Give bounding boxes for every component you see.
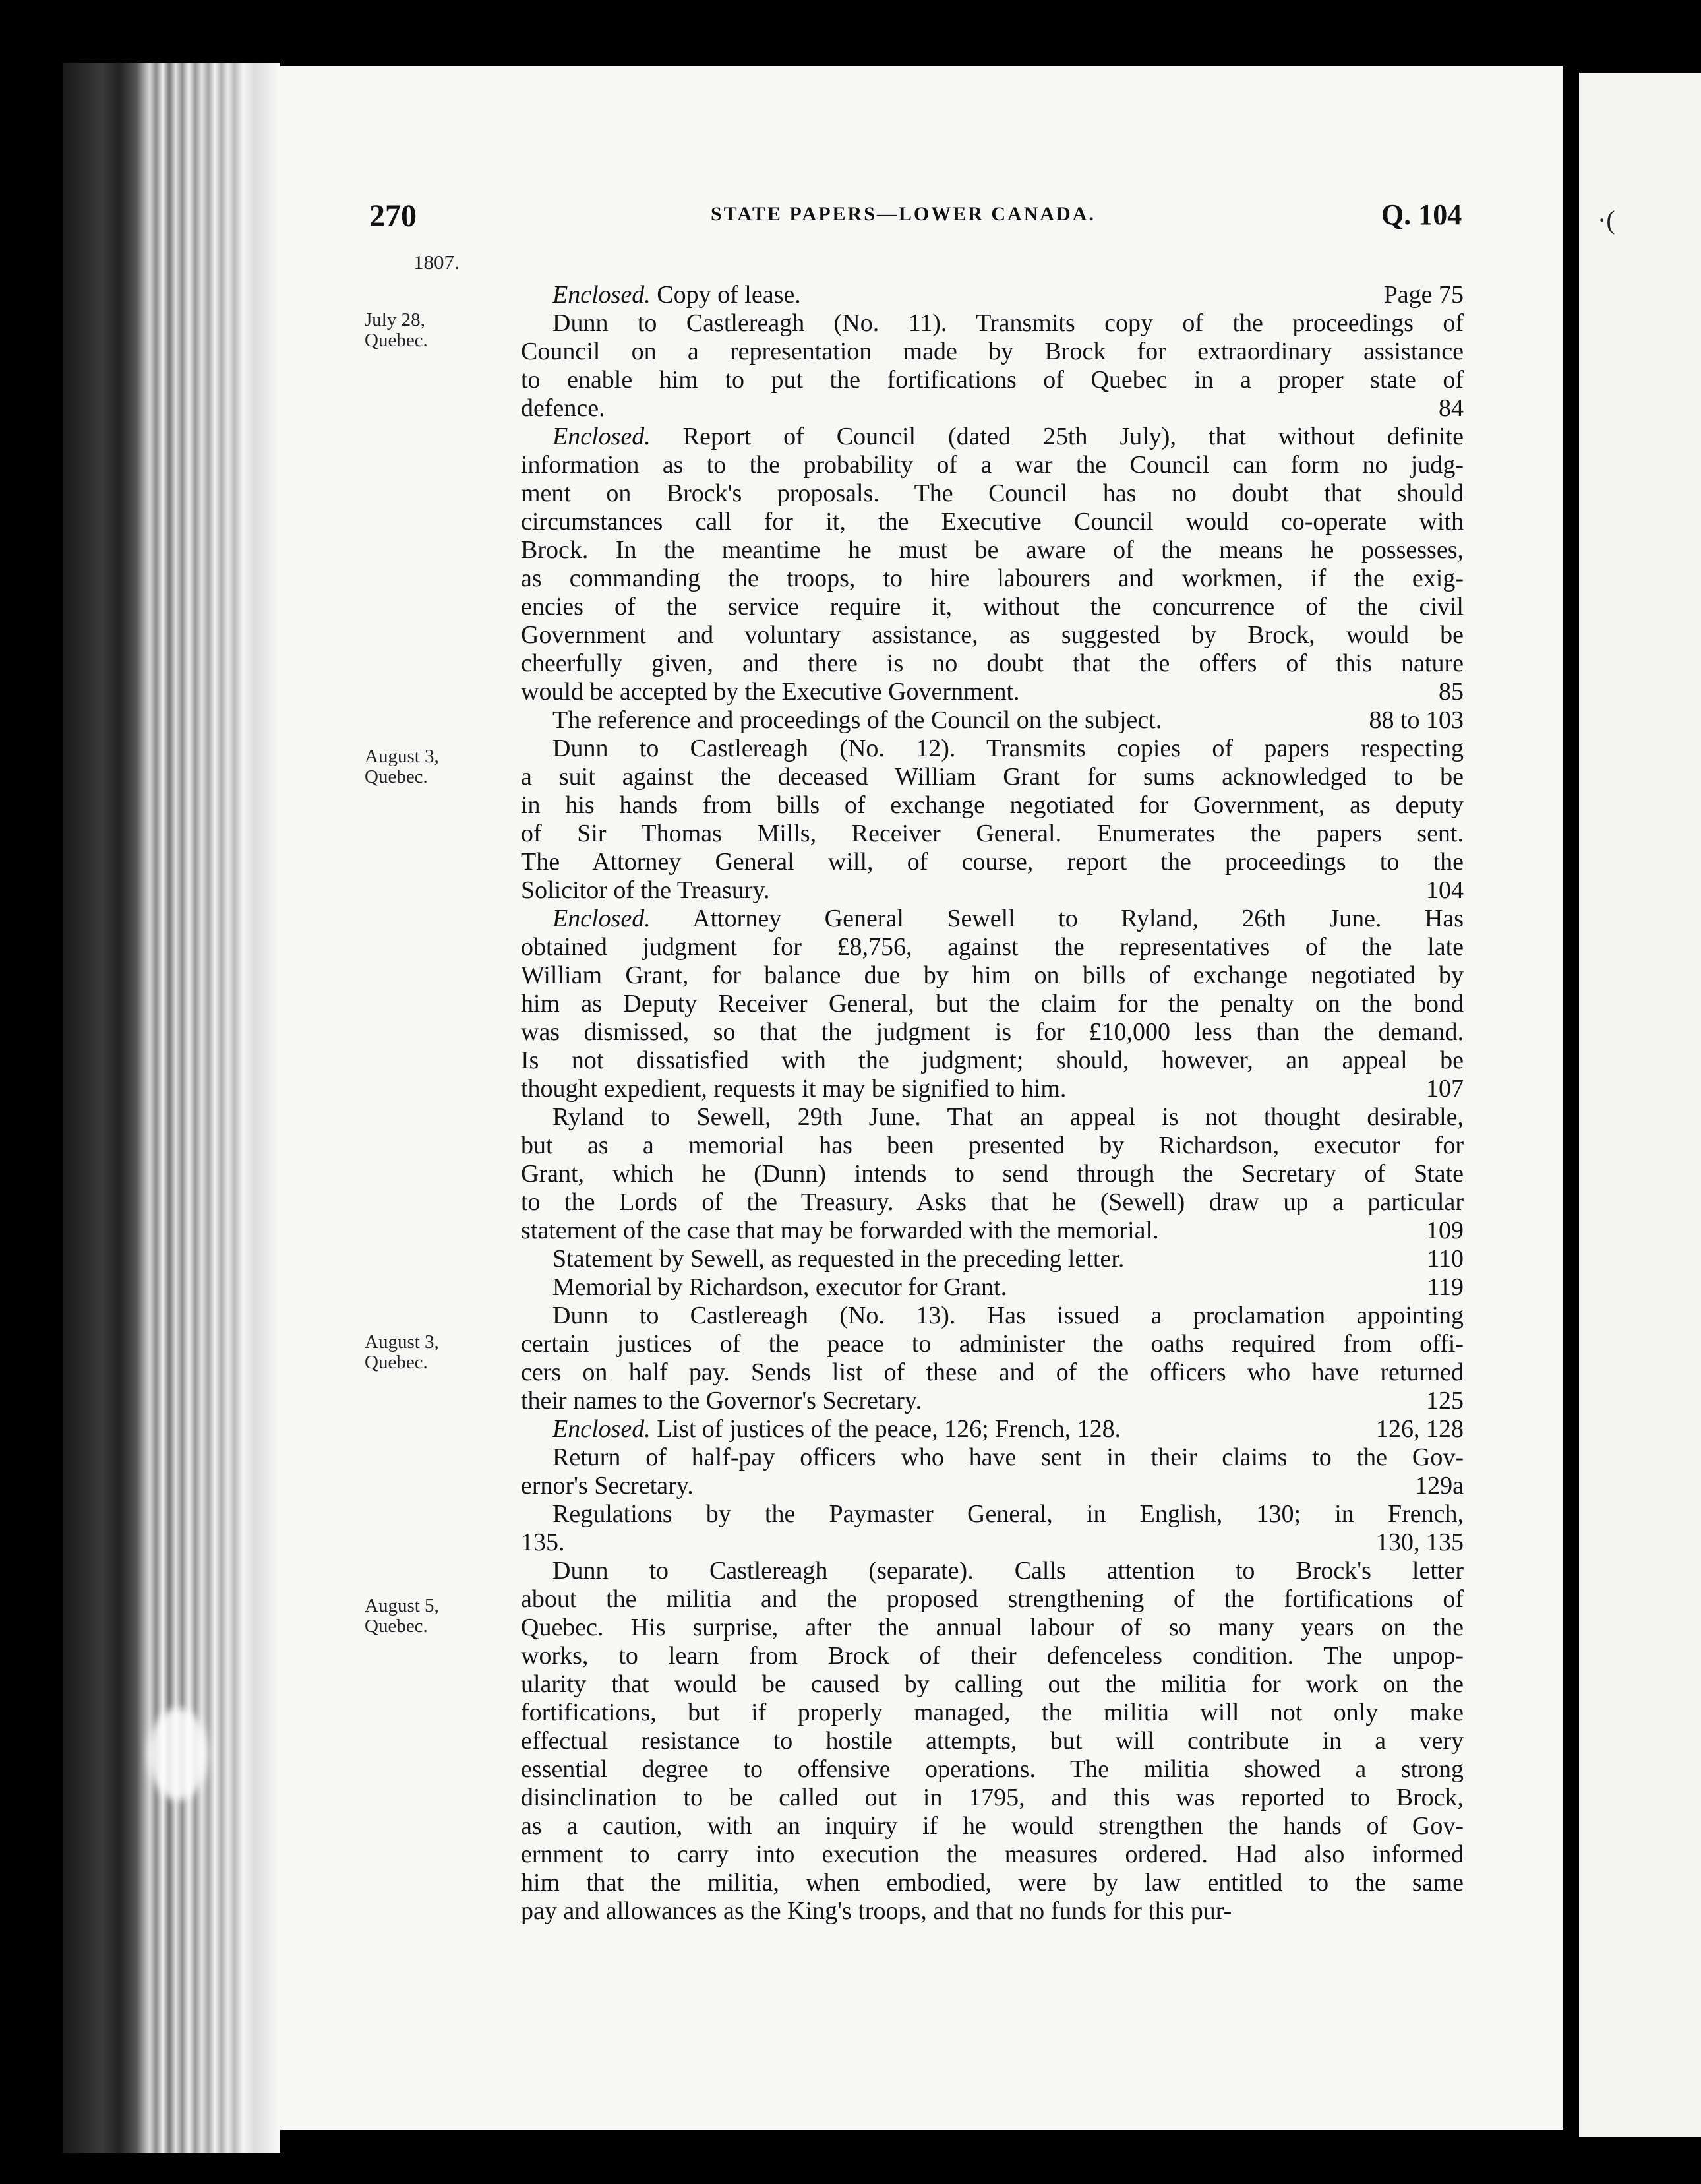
page-reference: 130, 135 <box>1376 1529 1464 1556</box>
page-reference: 119 <box>1427 1273 1464 1301</box>
margin-date: August 3, <box>365 1331 439 1352</box>
margin-date: August 5, <box>365 1595 439 1616</box>
line-text: Dunn to Castlereagh (No. 12). Transmits copies of papers respecting <box>552 735 1464 762</box>
page-reference: Page 75 <box>1383 281 1464 309</box>
text-line <box>521 423 1464 451</box>
text-line <box>521 933 1464 961</box>
text-line <box>521 1273 1464 1302</box>
line-text: as commanding the troops, to hire labourers and workmen, if the exig- <box>521 564 1464 592</box>
line-text: to the Lords of the Treasury. Asks that he (Sewell) draw up a particular <box>521 1188 1464 1216</box>
enclosed-label: Enclosed. <box>552 1415 651 1443</box>
book-page-edges <box>63 63 280 2153</box>
line-text: works, to learn from Brock of their defenceless condition. The unpop- <box>521 1642 1464 1670</box>
text-line <box>521 1217 1464 1245</box>
margin-place: Quebec. <box>365 766 428 787</box>
margin-date: August 3, <box>365 746 439 767</box>
line-text: defence. <box>521 394 605 422</box>
page-reference: 84 <box>1439 394 1464 422</box>
text-line <box>521 961 1464 990</box>
year-label: 1807. <box>413 251 460 274</box>
margin-place: Quebec. <box>365 330 428 351</box>
text-line <box>521 1132 1464 1160</box>
text-line <box>521 508 1464 536</box>
line-text: ularity that would be caused by calling out the militia for work on the <box>521 1670 1464 1698</box>
margin-date: July 28, <box>365 309 425 330</box>
text-line <box>521 1897 1464 1926</box>
line-text: Government and voluntary assistance, as suggested by Brock, would be <box>521 621 1464 649</box>
text-line <box>521 1188 1464 1217</box>
text-line <box>521 791 1464 820</box>
text-line <box>521 706 1464 735</box>
text-line <box>521 990 1464 1018</box>
text-line <box>521 1529 1464 1557</box>
page-reference: 85 <box>1439 678 1464 706</box>
line-text: their names to the Governor's Secretary. <box>521 1387 922 1414</box>
text-line <box>521 1387 1464 1415</box>
enclosed-label: Enclosed. <box>552 423 651 450</box>
line-text: Is not dissatisfied with the judgment; should, however, an appeal be <box>521 1046 1464 1074</box>
text-line <box>521 621 1464 650</box>
text-line <box>521 678 1464 706</box>
text-line <box>521 593 1464 621</box>
text-line <box>521 1160 1464 1188</box>
page-reference: 126, 128 <box>1376 1415 1464 1443</box>
page-reference: 129a <box>1415 1472 1464 1500</box>
line-text: him that the militia, when embodied, were by law entitled to the same <box>521 1869 1464 1896</box>
page-reference: 109 <box>1426 1217 1464 1244</box>
line-text: cheerfully given, and there is no doubt that the offers of this nature <box>521 650 1464 677</box>
line-text: Regulations by the Paymaster General, in English, 130; in French, <box>552 1500 1464 1528</box>
text-line <box>521 1500 1464 1529</box>
margin-note <box>365 746 490 787</box>
text-line <box>521 1840 1464 1869</box>
line-text: Report of Council (dated 25th July), that without definite <box>650 423 1464 450</box>
text-line <box>521 1075 1464 1103</box>
running-title: STATE PAPERS—LOWER CANADA. <box>711 203 1096 225</box>
line-text: List of justices of the peace, 126; French, 128. <box>650 1415 1121 1443</box>
line-text: fortifications, but if properly managed, the militia will not only make <box>521 1699 1464 1726</box>
line-text: encies of the service require it, without the concurrence of the civil <box>521 593 1464 621</box>
line-text: circumstances call for it, the Executive Council would co-operate with <box>521 508 1464 535</box>
line-text: The Attorney General will, of course, report the proceedings to the <box>521 848 1464 876</box>
line-text: but as a memorial has been presented by Richardson, executor for <box>521 1132 1464 1159</box>
line-text: as a caution, with an inquiry if he would strengthen the hands of Gov- <box>521 1812 1464 1840</box>
margin-place: Quebec. <box>365 1352 428 1373</box>
line-text: Statement by Sewell, as requested in the preceding letter. <box>552 1245 1125 1273</box>
margin-note <box>365 1332 490 1373</box>
line-text: was dismissed, so that the judgment is for £10,000 less than the demand. <box>521 1018 1464 1046</box>
page-damage-spot <box>148 1708 208 1800</box>
line-text: certain justices of the peace to administer the oaths required from offi- <box>521 1330 1464 1358</box>
line-text: Council on a representation made by Brock for extraordinary assistance <box>521 338 1464 365</box>
text-line <box>521 451 1464 479</box>
line-text: 135. <box>521 1529 565 1556</box>
text-line <box>521 1755 1464 1784</box>
text-line <box>521 1245 1464 1273</box>
line-text: to enable him to put the fortifications of Quebec in a proper state of <box>521 366 1464 394</box>
text-line <box>521 1585 1464 1614</box>
text-line <box>521 564 1464 593</box>
line-text: The reference and proceedings of the Council on the subject. <box>552 706 1162 734</box>
margin-note <box>365 1596 490 1637</box>
facing-page-edge: ·( <box>1579 73 1701 2137</box>
line-text: Return of half-pay officers who have sent in their claims to the Gov- <box>552 1443 1464 1471</box>
line-text: would be accepted by the Executive Government. <box>521 678 1020 706</box>
text-line <box>521 309 1464 338</box>
enclosed-label: Enclosed. <box>552 905 651 932</box>
text-line <box>521 281 1464 309</box>
line-text: Quebec. His surprise, after the annual labour of so many years on the <box>521 1614 1464 1641</box>
line-text: essential degree to offensive operations. The militia showed a strong <box>521 1755 1464 1783</box>
text-line <box>521 735 1464 763</box>
line-text: ment on Brock's proposals. The Council has no doubt that should <box>521 479 1464 507</box>
text-line <box>521 1699 1464 1727</box>
line-text: effectual resistance to hostile attempts, but will contribute in a very <box>521 1727 1464 1755</box>
line-text: him as Deputy Receiver General, but the claim for the penalty on the bond <box>521 990 1464 1017</box>
line-text: obtained judgment for £8,756, against the representatives of the late <box>521 933 1464 961</box>
text-line <box>521 820 1464 848</box>
text-line <box>521 1018 1464 1046</box>
text-line <box>521 905 1464 933</box>
page-reference: 110 <box>1427 1245 1464 1273</box>
line-text: ernment to carry into execution the measures ordered. Had also informed <box>521 1840 1464 1868</box>
line-text: a suit against the deceased William Grant for sums acknowledged to be <box>521 763 1464 791</box>
margin-note <box>365 310 490 351</box>
text-line <box>521 338 1464 366</box>
line-text: Grant, which he (Dunn) intends to send through the Secretary of State <box>521 1160 1464 1188</box>
volume-reference: Q. 104 <box>1381 198 1462 231</box>
text-line <box>521 1727 1464 1755</box>
text-line <box>521 1812 1464 1840</box>
margin-place: Quebec. <box>365 1616 428 1637</box>
calendar-entries <box>521 281 1464 1926</box>
line-text: Dunn to Castlereagh (No. 13). Has issued a proclamation appointing <box>552 1302 1464 1329</box>
line-text: ernor's Secretary. <box>521 1472 694 1500</box>
text-line <box>521 1642 1464 1670</box>
text-line <box>521 1415 1464 1443</box>
text-line <box>521 1472 1464 1500</box>
line-text: William Grant, for balance due by him on bills of exchange negotiated by <box>521 961 1464 989</box>
line-text: thought expedient, requests it may be signified to him. <box>521 1075 1067 1103</box>
line-text: Solicitor of the Treasury. <box>521 876 770 904</box>
text-line <box>521 1670 1464 1699</box>
page-reference: 107 <box>1426 1075 1464 1103</box>
text-line <box>521 366 1464 394</box>
text-line <box>521 1103 1464 1132</box>
line-text: Dunn to Castlereagh (separate). Calls attention to Brock's letter <box>552 1557 1464 1585</box>
line-text: Attorney General Sewell to Ryland, 26th June. Has <box>650 905 1464 932</box>
text-line <box>521 479 1464 508</box>
text-line <box>521 1784 1464 1812</box>
enclosed-label: Enclosed. <box>552 281 651 309</box>
text-line <box>521 1302 1464 1330</box>
text-line <box>521 1443 1464 1472</box>
text-line <box>521 536 1464 564</box>
line-text: of Sir Thomas Mills, Receiver General. Enumerates the papers sent. <box>521 820 1464 847</box>
line-text: Ryland to Sewell, 29th June. That an appeal is not thought desirable, <box>552 1103 1464 1131</box>
text-line <box>521 1358 1464 1387</box>
line-text: pay and allowances as the King's troops, and that no funds for this pur- <box>521 1897 1232 1925</box>
text-line <box>521 1046 1464 1075</box>
text-line <box>521 848 1464 876</box>
line-text: cers on half pay. Sends list of these and of the officers who have returned <box>521 1358 1464 1386</box>
line-text: information as to the probability of a war the Council can form no judg- <box>521 451 1464 479</box>
text-line <box>521 1869 1464 1897</box>
line-text: Brock. In the meantime he must be aware of the means he possesses, <box>521 536 1464 564</box>
text-line <box>521 1614 1464 1642</box>
page-reference: 88 to 103 <box>1369 706 1464 734</box>
text-line <box>521 1557 1464 1585</box>
page-number: 270 <box>369 198 417 233</box>
text-line <box>521 650 1464 678</box>
line-text: in his hands from bills of exchange negotiated for Government, as deputy <box>521 791 1464 819</box>
text-line <box>521 394 1464 423</box>
text-line <box>521 876 1464 905</box>
line-text: Dunn to Castlereagh (No. 11). Transmits copy of the proceedings of <box>552 309 1464 337</box>
page-reference: 104 <box>1426 876 1464 904</box>
line-text: about the militia and the proposed strengthening of the fortifications of <box>521 1585 1464 1613</box>
line-text: Memorial by Richardson, executor for Grant. <box>552 1273 1007 1301</box>
page-reference: 125 <box>1426 1387 1464 1414</box>
line-text: statement of the case that may be forwarded with the memorial. <box>521 1217 1159 1244</box>
text-line <box>521 1330 1464 1358</box>
text-line <box>521 763 1464 791</box>
line-text: disinclination to be called out in 1795, and this was reported to Brock, <box>521 1784 1464 1811</box>
line-text: Copy of lease. <box>650 281 801 309</box>
